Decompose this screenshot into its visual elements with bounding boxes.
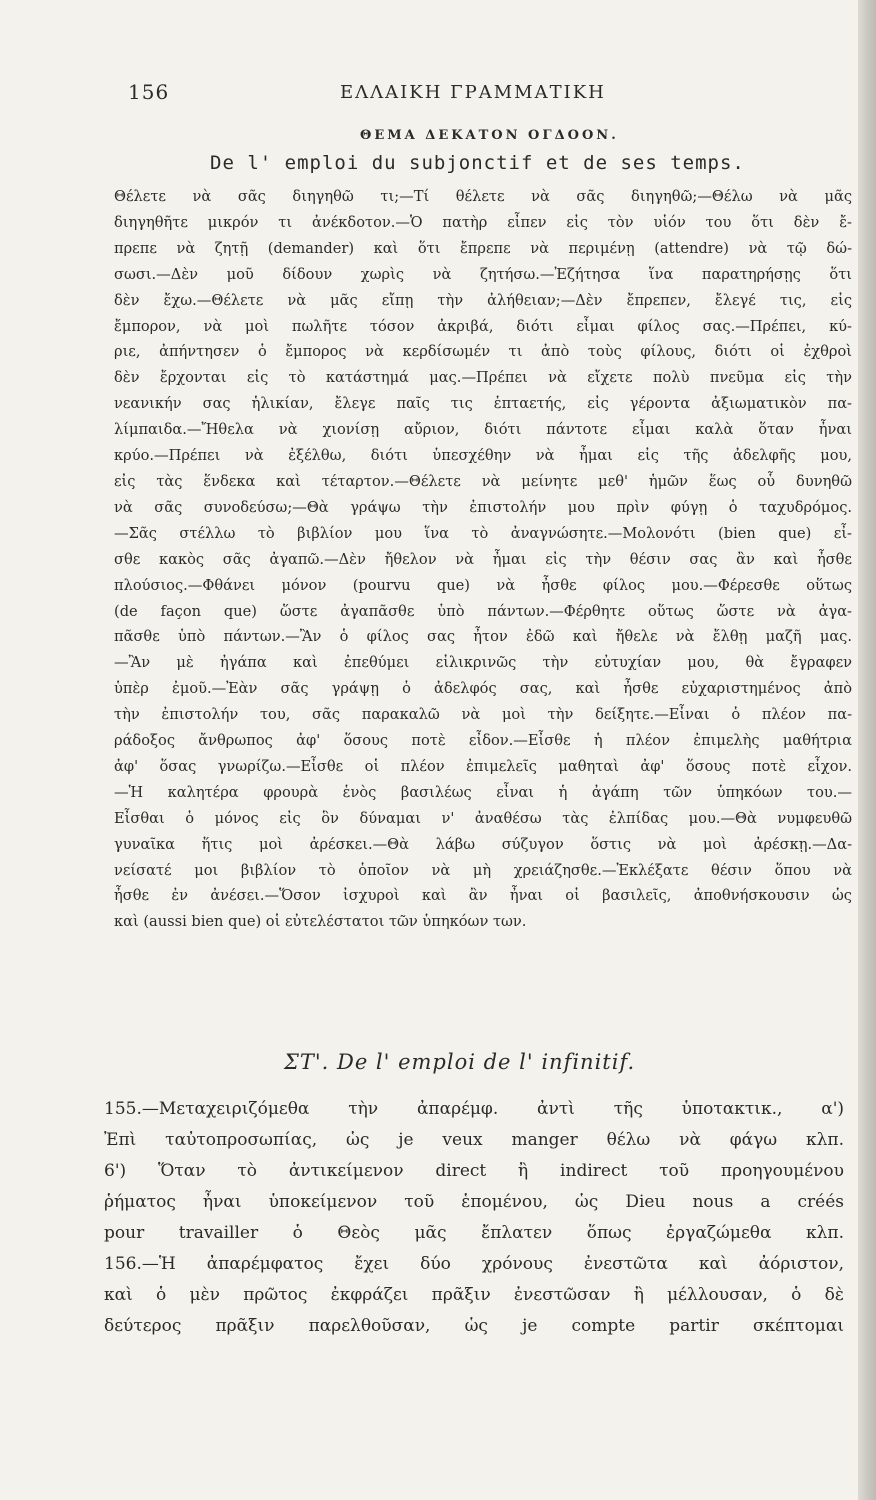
text-line: ἦσθε ἐν ἀνέσει.—Ὅσον ἰσχυροὶ καὶ ἂν ἦναι οἱ βασιλεῖς, ἀποθνήσκουσιν ὡς (114, 887, 852, 905)
text-line: ἀφ' ὅσας γνωρίζω.—Εἶσθε οἱ πλέον ἐπιμελεῖς μαθηταὶ ἀφ' ὅσους ποτὲ εἶχον. (114, 757, 852, 775)
text-line: σθε κακὸς σᾶς ἀγαπῶ.—Δὲν ἤθελον νὰ ἦμαι εἰς τὴν θέσιν σας ἂν καὶ ἦσθε (114, 550, 852, 568)
text-line: —Σᾶς στέλλω τὸ βιβλίον μου ἵνα τὸ ἀναγνώσητε.—Μολονότι (bien que) εἶ- (114, 524, 852, 542)
text-line: ὑπὲρ ἐμοῦ.—Ἐὰν σᾶς γράψῃ ὁ ἀδελφός σας, καὶ ἦσθε εὐχαριστημένος ἀπὸ (114, 680, 852, 698)
text-line: ἔμπορον, νὰ μοὶ πωλῆτε τόσον ἀκριβά, διότι εἶμαι φίλος σας.—Πρέπει, κύ- (114, 317, 852, 335)
text-line: Θέλετε νὰ σᾶς διηγηθῶ τι;—Τί θέλετε νὰ σᾶς διηγηθῶ;—Θέλω νὰ μᾶς (114, 188, 852, 205)
french-subheading: De l' emploi du subjonctif et de ses temps. (210, 152, 745, 174)
text-line: πλούσιος.—Φθάνει μόνον (pourvu que) νὰ ἦσθε φίλος μου.—Φέρεσθε οὕτως (114, 576, 852, 594)
running-title: ΕΛΛΑΙΚΗ ΓΡΑΜΜΑΤΙΚΗ (340, 82, 606, 103)
text-line: —Ἂν μὲ ἠγάπα καὶ ἐπεθύμει εἰλικρινῶς τὴν εὐτυχίαν μου, θὰ ἔγραφεν (114, 654, 852, 672)
text-line: εἰς τὰς ἕνδεκα καὶ τέταρτον.—Θέλετε νὰ μείνητε μεθ' ἡμῶν ἕως οὗ δυνηθῶ (114, 472, 852, 490)
text-line: Ἐπὶ ταὐτοπροσωπίας, ὡς je veux manger θέλω νὰ φάγω κλπ. (104, 1130, 844, 1150)
text-line: λίμπαιδα.—Ἤθελα νὰ χιονίσῃ αὔριον, διότι πάντοτε εἶμαι καλὰ ὅταν ἦναι (114, 421, 852, 439)
text-line: (de façon que) ὥστε ἀγαπᾶσθε ὑπὸ πάντων.—Φέρθητε οὕτως ὥστε νὰ ἀγα- (114, 602, 852, 620)
text-line: δὲν ἔρχονται εἰς τὸ κατάστημά μας.—Πρέπει νὰ εἴχετε πολὺ πνεῦμα εἰς τὴν (114, 369, 852, 387)
text-line: πρεπε νὰ ζητῇ (demander) καὶ ὅτι ἔπρεπε νὰ περιμένῃ (attendre) νὰ τῷ δώ- (114, 239, 852, 257)
text-line: ράδοξος ἄνθρωπος ἀφ' ὅσους ποτὲ εἶδον.—Εἶσθε ἡ πλέον ἐπιμελὴς μαθήτρια (114, 732, 852, 750)
text-line: καὶ ὁ μὲν πρῶτος ἐκφράζει πρᾶξιν ἐνεστῶσαν ἢ μέλλουσαν, ὁ δὲ (104, 1285, 844, 1305)
text-line: ῥήματος ἦναι ὑποκείμενον τοῦ ἑπομένου, ὡς Dieu nous a créés (104, 1192, 844, 1212)
text-line: σωσι.—Δὲν μοῦ δίδουν χωρὶς νὰ ζητήσω.—Ἐζήτησα ἵνα παρατηρήσῃς ὅτι (114, 265, 852, 283)
section-heading: ΣΤ'. De l' emploi de l' infinitif. (284, 1050, 636, 1074)
text-line: 6') Ὅταν τὸ ἀντικείμενον direct ἢ indirect τοῦ προηγουμένου (104, 1161, 844, 1181)
text-line: νείσατέ μοι βιβλίον τὸ ὁποῖον νὰ μὴ χρειάζησθε.—Ἐκλέξατε θέσιν ὅπου νὰ (114, 861, 852, 879)
text-line: τὴν ἐπιστολήν του, σᾶς παρακαλῶ νὰ μοὶ τὴν δείξητε.—Εἶναι ὁ πλέον πα- (114, 706, 852, 724)
exercise-theme-heading: ΘΕΜΑ ΔΕΚΑΤΟΝ ΟΓΔΟΟΝ. (360, 128, 619, 143)
text-line: γυναῖκα ἥτις μοὶ ἀρέσκει.—Θὰ λάβω σύζυγον ὅστις νὰ μοὶ ἀρέσκῃ.—Δα- (114, 835, 852, 853)
text-line: pour travailler ὁ Θεὸς μᾶς ἔπλατεν ὅπως ἐργαζώμεθα κλπ. (104, 1223, 844, 1243)
page-edge-shadow (858, 0, 876, 1500)
text-line: πᾶσθε ὑπὸ πάντων.—Ἂν ὁ φίλος σας ἦτον ἐδῶ καὶ ἤθελε νὰ ἔλθῃ μαζῆ μας. (114, 628, 852, 646)
section-text-block (104, 1094, 844, 1342)
exercise-text-block (114, 184, 852, 935)
page-number: 156 (128, 80, 170, 104)
text-line: καὶ (aussi bien que) οἱ εὐτελέστατοι τῶν ὑπηκόων των. (114, 913, 527, 931)
text-line: κρύο.—Πρέπει νὰ ἐξέλθω, διότι ὑπεσχέθην νὰ ἦμαι εἰς τῆς ἀδελφῆς μου, (114, 447, 852, 465)
text-line: νεανικήν σας ἡλικίαν, ἔλεγε παῖς τις ἑπταετής, εἰς γέροντα ἀξιωματικὸν πα- (114, 395, 852, 413)
text-line: ριε, ἀπήντησεν ὁ ἔμπορος νὰ κερδίσωμέν τι ἀπὸ τοὺς φίλους, διότι οἱ ἐχθροὶ (114, 343, 852, 361)
text-line: διηγηθῆτε μικρόν τι ἀνέκδοτον.—Ὁ πατὴρ εἶπεν εἰς τὸν υἱόν του ὅτι δὲν ἔ- (114, 213, 852, 231)
text-line: Εἶσθαι ὁ μόνος εἰς ὃν δύναμαι ν' ἀναθέσω τὰς ἐλπίδας μου.—Θὰ νυμφευθῶ (114, 809, 852, 827)
text-line: 156.—Ἡ ἀπαρέμφατος ἔχει δύο χρόνους ἐνεστῶτα καὶ ἀόριστον, (104, 1254, 844, 1274)
text-line: δεύτερος πρᾶξιν παρελθοῦσαν, ὡς je compte partir σκέπτομαι (104, 1316, 844, 1336)
text-line: νὰ σᾶς συνοδεύσω;—Θὰ γράψω τὴν ἐπιστολήν μου πρὶν φύγῃ ὁ ταχυδρόμος. (114, 498, 852, 516)
text-line: —Ἡ καλητέρα φρουρὰ ἑνὸς βασιλέως εἶναι ἡ ἀγάπη τῶν ὑπηκόων του.— (114, 783, 852, 801)
text-line: δὲν ἔχω.—Θέλετε νὰ μᾶς εἴπῃ τὴν ἀλήθειαν;—Δὲν ἔπρεπεν, ἔλεγέ τις, εἰς (114, 291, 852, 309)
text-line: 155.—Μεταχειριζόμεθα τὴν ἀπαρέμφ. ἀντὶ τῆς ὑποτακτικ., α') (104, 1099, 844, 1119)
